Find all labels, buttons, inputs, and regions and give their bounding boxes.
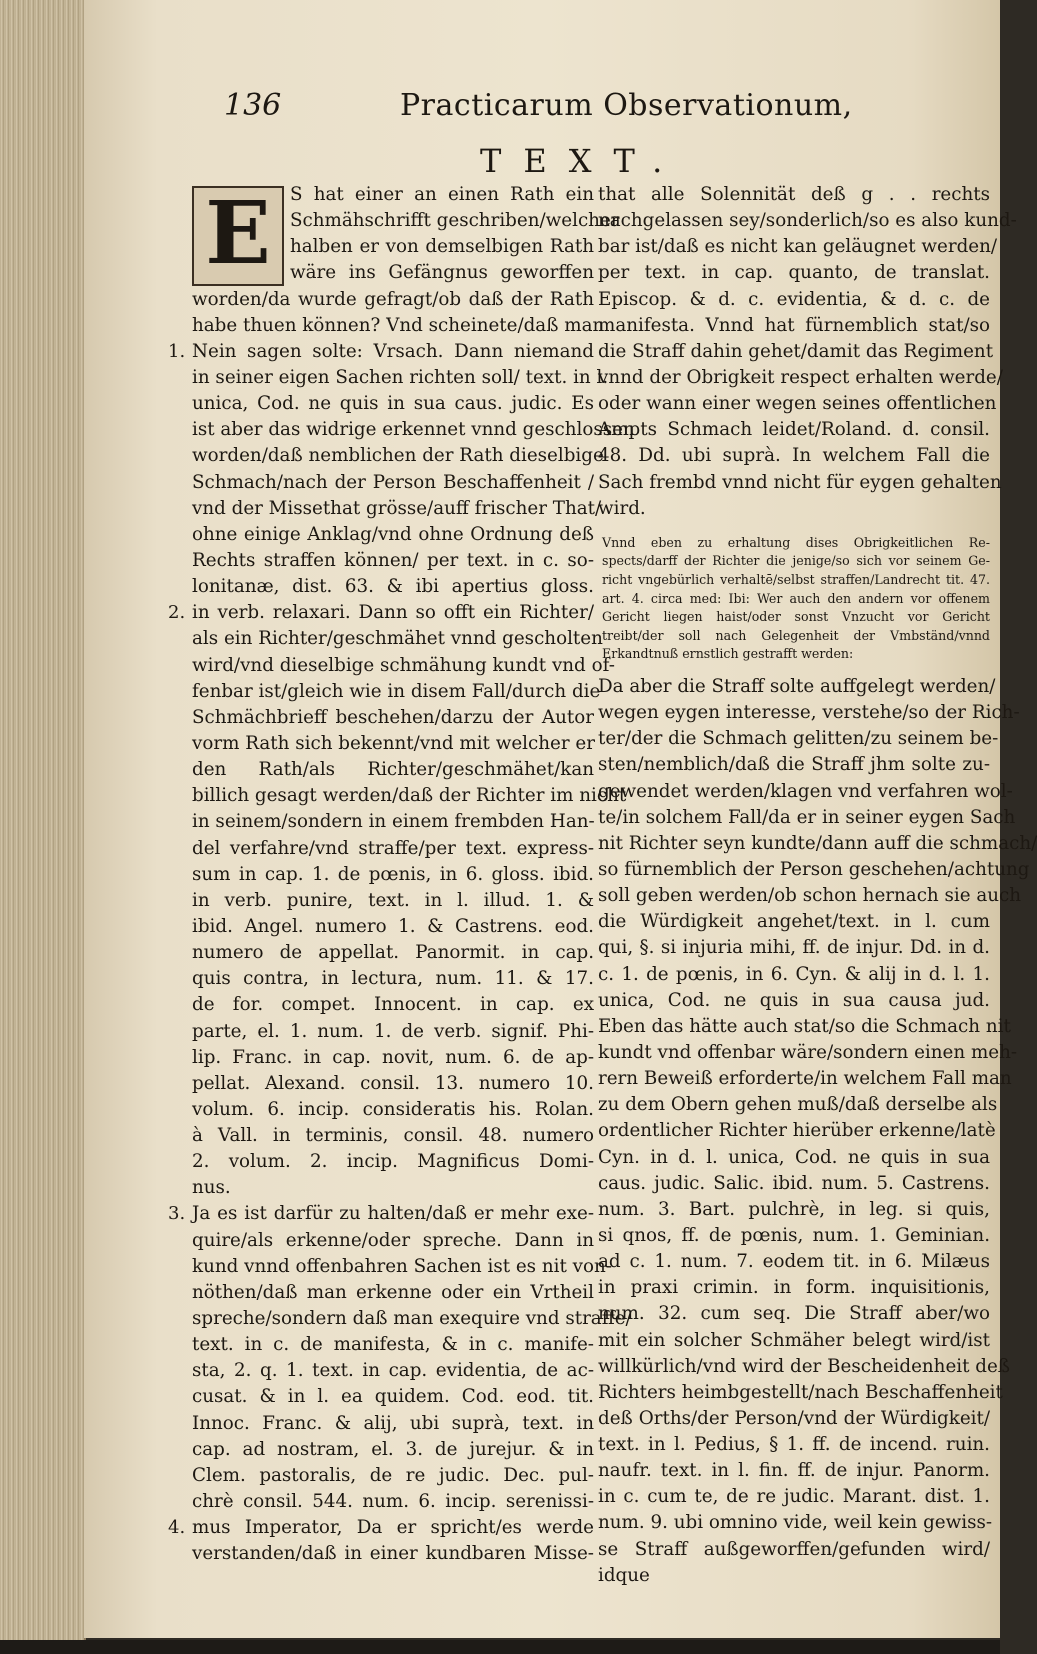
text-line: oder wann einer wegen seines offentlichen: [598, 393, 997, 415]
text-line: [192, 208, 620, 234]
line-text: Schmach/nach der Person Beschaffenheit /: [192, 471, 594, 493]
text-line: Cyn. in d. l. unica, Cod. ne quis in sua: [598, 1146, 990, 1168]
text-line: Richters heimbgestellt/nach Beschaffenheit: [598, 1381, 1003, 1403]
line-text: S hat einer an einen Rath ein: [290, 184, 594, 205]
footnote-line: Erkandtnuß ernstlich gestrafft werden:: [602, 646, 854, 662]
text-line: gewendet werden/klagen vnd verfahren wol-: [598, 780, 1013, 802]
text-line: Episcop. & d. c. evidentia, & d. c. de: [598, 288, 990, 310]
text-line: kundt vnd offenbar wäre/sondern einen meh-: [598, 1041, 1018, 1063]
line-text: Nein sagen solte: Vrsach. Dann niemand: [192, 340, 594, 362]
text-line: [192, 888, 594, 914]
text-line: Da aber die Straff solte auffgelegt werden/: [598, 675, 996, 697]
text-line: caus. judic. Salic. ibid. num. 5. Castrens.: [598, 1172, 990, 1194]
text-line: [192, 260, 594, 286]
text-line: vnnd der Obrigkeit respect erhalten werde/: [598, 366, 1003, 388]
line-text: sta, 2. q. 1. text. in cap. evidentia, de ac-: [192, 1360, 594, 1382]
line-text: Rechts straffen können/ per text. in c. so-: [192, 549, 594, 571]
text-line: [192, 783, 627, 809]
line-text: ibid. Angel. numero 1. & Castrens. eod.: [192, 915, 594, 937]
text-line: [192, 1306, 632, 1332]
text-line: num. 3. Bart. pulchrè, in leg. si quis,: [598, 1198, 990, 1220]
line-text: billich gesagt werden/daß der Richter im nicht: [192, 785, 627, 807]
footnote-line: treibt/der soll nach Gelegenheit der Vmbständ/vnnd: [602, 627, 990, 643]
text-line: Eben das hätte auch stat/so die Schmach nit: [598, 1015, 1011, 1037]
text-line: [192, 522, 594, 548]
text-line: ter/der die Schmach gelitten/zu seinem be-: [598, 728, 999, 750]
line-text: Innoc. Franc. & alij, ubi suprà, text. in: [192, 1412, 594, 1434]
text-line: [168, 339, 594, 365]
text-line: [192, 1280, 594, 1306]
text-line: so fürnemblich der Person geschehen/achtung: [598, 858, 1030, 880]
text-line: sten/nemblich/daß die Straff jhm solte zu-: [598, 754, 990, 776]
text-line: idque: [598, 1564, 650, 1586]
text-line: naufr. text. in l. fin. ff. de injur. Panorm.: [598, 1460, 990, 1482]
text-line: nit Richter seyn kundte/dann auff die schmach/: [598, 832, 1037, 854]
footnote-line: richt vngebürlich verhaltē/selbst straffen/Landrecht tit. 47.: [602, 572, 990, 588]
text-line: [192, 548, 594, 574]
text-line: zu dem Obern gehen muß/daß derselbe als: [598, 1094, 998, 1116]
text-line: [192, 313, 605, 339]
text-line: Sach frembd vnnd nicht für eygen gehalten: [598, 471, 1002, 493]
line-text: wird/vnd dieselbige schmähung kundt vnd of-: [192, 654, 615, 676]
text-line: [192, 731, 594, 757]
text-line: qui, §. si injuria mihi, ff. de injur. Dd. in d.: [598, 937, 990, 959]
text-line: [192, 1332, 594, 1358]
line-text: chrè consil. 544. num. 6. incip. serenissi-: [192, 1491, 594, 1513]
line-text: in verb. relaxari. Dann so offt ein Richter/: [192, 602, 594, 624]
text-line: wird.: [598, 497, 646, 519]
line-text: kund vnnd offenbahren Sachen ist es nit von-: [192, 1255, 612, 1277]
line-text: unica, Cod. ne quis in sua caus. judic. Es: [192, 393, 594, 415]
margin-number: 2.: [168, 602, 186, 624]
text-line: [192, 653, 615, 679]
text-line: [192, 1045, 594, 1071]
line-text: als ein Richter/geschmähet vnnd gescholten: [192, 628, 603, 650]
line-text: cap. ad nostram, el. 3. de jurejur. & in: [192, 1438, 594, 1460]
text-line: manifesta. Vnnd hat fürnemblich stat/so: [598, 314, 990, 336]
text-line: [192, 365, 609, 391]
line-text: Schmächbrieff beschehen/darzu der Autor: [192, 706, 594, 728]
text-line: [192, 1149, 594, 1175]
line-text: nöthen/daß man erkenne oder ein Vrtheil: [192, 1281, 594, 1303]
line-text: ist aber das widrige erkennet vnnd geschlossen: [192, 419, 635, 441]
text-line: [192, 1123, 594, 1149]
text-line: num. 9. ubi omnino vide, weil kein gewiss-: [598, 1512, 993, 1534]
text-line: [192, 1019, 594, 1045]
line-text: vnd der Missethat grösse/auff frischer That/: [192, 497, 602, 519]
text-line: in c. cum te, de re judic. Marant. dist. 1.: [598, 1486, 990, 1508]
text-line: [192, 287, 594, 313]
page-header: [84, 88, 1000, 128]
text-line: per text. in cap. quanto, de translat.: [598, 262, 990, 284]
text-line: [192, 1228, 594, 1254]
text-line: [192, 1358, 594, 1384]
text-line: mit ein solcher Schmäher belegt wird/ist: [598, 1329, 990, 1351]
text-line: 48. Dd. ubi suprà. In welchem Fall die: [598, 445, 990, 467]
text-line: soll geben werden/ob schon hernach sie auch: [598, 885, 1022, 907]
text-line: wegen eygen interesse, verstehe/so der Rich-: [598, 702, 1020, 724]
text-line: willkürlich/vnd wird der Bescheidenheit deß: [598, 1355, 1011, 1377]
line-text: in verb. punire, text. in l. illud. 1. &: [192, 889, 594, 911]
line-text: mus Imperator, Da er spricht/es werde: [192, 1517, 594, 1539]
line-text: wäre ins Gefängnus geworffen: [290, 262, 594, 284]
text-line: [192, 470, 594, 496]
text-line: [192, 705, 594, 731]
text-line: [192, 626, 603, 652]
text-line: te/in solchem Fall/da er in seiner eygen Sach: [598, 806, 1016, 828]
line-text: de for. compet. Innocent. in cap. ex: [192, 994, 594, 1016]
drop-cap-initial: E: [192, 186, 284, 286]
text-line: si qnos, ff. de pœnis, num. 1. Geminian.: [598, 1224, 990, 1246]
line-text: ohne einige Anklag/vnd ohne Ordnung deß: [192, 523, 594, 545]
line-text: lonitanæ, dist. 63. & ibi apertius gloss.: [192, 576, 594, 598]
text-line: [192, 1071, 594, 1097]
line-text: spreche/sondern daß man exequire vnd straffe/: [192, 1308, 632, 1330]
text-line: [168, 1515, 594, 1541]
margin-number: 4.: [168, 1517, 186, 1539]
right-column: [598, 182, 1037, 1589]
text-line: ordentlicher Richter hierüber erkenne/latè: [598, 1120, 996, 1142]
footnote-line: art. 4. circa med: Ibi: Wer auch den andern vor offenem: [602, 590, 990, 606]
line-text: vorm Rath sich bekennt/vnd mit welcher er: [192, 732, 595, 754]
text-line: [192, 1541, 594, 1567]
text-line: [192, 1384, 594, 1410]
text-line: [192, 679, 601, 705]
text-line: [192, 757, 594, 783]
text-line: [192, 966, 594, 992]
line-text: in seinem/sondern in einem frembden Han-: [192, 811, 595, 833]
running-title: Practicarum Observationum,: [400, 88, 853, 123]
text-line: [192, 992, 594, 1018]
text-line: se Straff außgeworffen/gefunden wird/: [598, 1538, 990, 1560]
line-text: cusat. & in l. ea quidem. Cod. eod. tit.: [192, 1386, 594, 1408]
line-text: sum in cap. 1. de pœnis, in 6. gloss. ibid.: [192, 863, 594, 885]
line-text: quire/als erkenne/oder spreche. Dann in: [192, 1229, 594, 1251]
line-text: Ja es ist darfür zu halten/daß er mehr exe-: [192, 1203, 594, 1225]
line-text: fenbar ist/gleich wie in disem Fall/durch die: [192, 680, 601, 702]
text-line: [192, 1437, 594, 1463]
text-line: [168, 600, 594, 626]
line-text: pellat. Alexand. consil. 13. numero 10.: [192, 1072, 594, 1094]
text-line: [192, 234, 594, 260]
text-line: c. 1. de pœnis, in 6. Cyn. & alij in d. l. 1.: [598, 963, 990, 985]
text-line: [192, 391, 594, 417]
text-line: text. in l. Pedius, § 1. ff. de incend. ruin.: [598, 1434, 990, 1456]
text-line: in praxi crimin. in form. inquisitionis,: [598, 1277, 990, 1299]
text-line: [192, 862, 594, 888]
line-text: à Vall. in terminis, consil. 48. numero: [192, 1125, 594, 1147]
footnote-line: Gericht liegen haist/oder sonst Vnzucht vor Gericht: [602, 609, 990, 625]
book-page: [84, 0, 1037, 1638]
text-line: ad c. 1. num. 7. eodem tit. in 6. Milæus: [598, 1251, 990, 1273]
text-line: [192, 940, 594, 966]
line-text: worden/daß nemblichen der Rath dieselbige: [192, 445, 604, 467]
text-line: [192, 1463, 594, 1489]
text-line: [192, 1411, 594, 1437]
text-line: [192, 1254, 612, 1280]
text-line: [192, 914, 594, 940]
text-line: Ampts Schmach leidet/Roland. d. consil.: [598, 419, 990, 441]
text-line: [192, 496, 602, 522]
line-text: Clem. pastoralis, de re judic. Dec. pul-: [192, 1464, 594, 1486]
text-line: [192, 1489, 594, 1515]
line-text: habe thuen können? Vnd scheinete/daß man: [192, 314, 605, 336]
margin-number: 3.: [168, 1203, 186, 1225]
left-column: [168, 182, 635, 1567]
line-text: text. in c. de manifesta, & in c. manife-: [192, 1334, 594, 1356]
line-text: worden/da wurde gefragt/ob daß der Rath: [192, 288, 594, 310]
book-page-edge: [0, 0, 86, 1640]
text-line: [192, 417, 635, 443]
footnote-line: Vnnd eben zu erhaltung dises Obrigkeitlichen Re-: [602, 534, 990, 550]
section-heading: TEXT.: [480, 142, 685, 180]
text-line: [192, 443, 604, 469]
text-line: that alle Solennität deß g . . rechts: [598, 184, 990, 205]
line-text: halben er von demselbigen Rath: [290, 236, 594, 258]
text-line: rern Beweiß erforderte/in welchem Fall man: [598, 1068, 1012, 1090]
line-text: Schmähschrifft geschriben/welcher: [290, 210, 620, 232]
text-line: nachgelassen sey/sonderlich/so es also kund-: [598, 210, 1017, 232]
page-number: 136: [224, 88, 282, 123]
line-text: volum. 6. incip. consideratis his. Rolan.: [192, 1098, 594, 1120]
text-line: unica, Cod. ne quis in sua causa jud.: [598, 989, 990, 1011]
margin-number: 1.: [168, 340, 186, 362]
line-text: 2. volum. 2. incip. Magnificus Domi-: [192, 1151, 594, 1173]
line-text: quis contra, in lectura, num. 11. & 17.: [192, 968, 594, 990]
line-text: parte, el. 1. num. 1. de verb. signif. Phi-: [192, 1020, 594, 1042]
text-line: die Straff dahin gehet/damit das Regiment: [598, 340, 994, 362]
line-text: lip. Franc. in cap. novit, num. 6. de ap-: [192, 1046, 594, 1068]
line-text: verstanden/daß in einer kundbaren Misse-: [192, 1543, 594, 1565]
line-text: nus.: [192, 1177, 231, 1199]
text-line: [168, 1201, 594, 1227]
line-text: del verfahre/vnd straffe/per text. express-: [192, 837, 594, 859]
text-line: [192, 1097, 594, 1123]
text-line: deß Orths/der Person/vnd der Würdigkeit/: [598, 1407, 990, 1429]
text-line: die Würdigkeit angehet/text. in l. cum: [598, 911, 990, 933]
text-line: [192, 182, 594, 208]
text-line: [192, 809, 594, 835]
line-text: in seiner eigen Sachen richten soll/ text. in l.: [192, 366, 609, 388]
text-line: [192, 1175, 594, 1201]
footnote-block: [598, 534, 990, 664]
scan-bottom-edge: [0, 1640, 1000, 1654]
text-line: num. 32. cum seq. Die Straff aber/wo: [598, 1303, 990, 1325]
line-text: numero de appellat. Panormit. in cap.: [192, 942, 594, 964]
text-line: bar ist/daß es nicht kan geläugnet werden/: [598, 236, 998, 258]
footnote-line: spects/darff der Richter die jenige/so sich vor seinem Ge-: [602, 553, 990, 569]
line-text: den Rath/als Richter/geschmähet/kan: [192, 759, 594, 781]
text-line: [192, 574, 594, 600]
text-line: [192, 836, 594, 862]
